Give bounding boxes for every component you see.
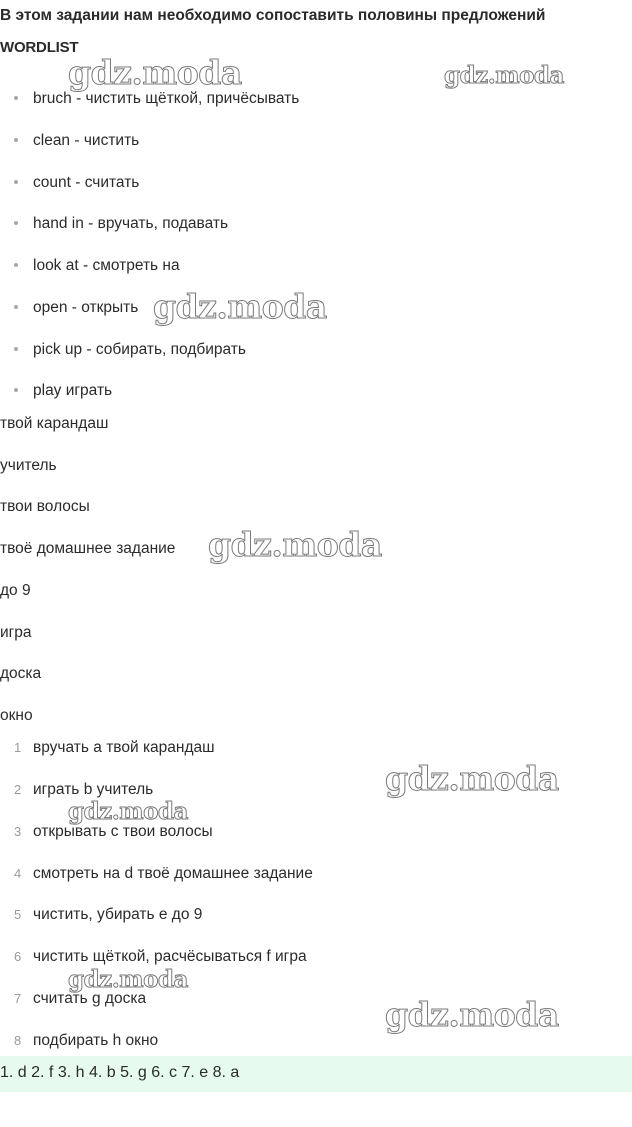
pair-number: 3: [14, 824, 22, 839]
wordlist-item: open - открыть: [14, 298, 138, 318]
pair-item: 8 подбирать h окно: [14, 1032, 159, 1049]
pair-number: 7: [14, 991, 22, 1006]
pair-item: 3 открывать c твои волосы: [14, 823, 213, 840]
wordlist-item: bruch - чистить щёткой, причёсывать: [14, 89, 299, 109]
bullet-icon: [14, 221, 18, 225]
translation-line: игра: [0, 624, 32, 641]
answer-box: [0, 1056, 632, 1092]
pair-number: 2: [14, 782, 22, 797]
pair-item: 7 считать g доска: [14, 990, 147, 1007]
pair-item: 4 смотреть на d твоё домашнее задание: [14, 865, 313, 882]
wordlist-item: pick up - собирать, подбирать: [14, 340, 246, 360]
translation-line: твоё домашнее задание: [0, 540, 176, 557]
task-intro: В этом задании нам необходимо сопоставить половины предложений: [0, 7, 546, 24]
bullet-icon: [14, 96, 18, 100]
watermark-logo: gdz.moda: [68, 53, 242, 92]
watermark-logo: gdz.moda: [444, 62, 564, 89]
pair-number: 4: [14, 866, 22, 881]
bullet-icon: [14, 388, 18, 392]
watermark-logo: gdz.moda: [68, 798, 188, 825]
bullet-icon: [14, 180, 18, 184]
wordlist-item: play играть: [14, 381, 112, 401]
translation-line: твои волосы: [0, 498, 90, 515]
answer-text: 1. d 2. f 3. h 4. b 5. g 6. c 7. e 8. a: [0, 1064, 240, 1081]
wordlist-item: hand in - вручать, подавать: [14, 214, 228, 234]
bullet-icon: [14, 347, 18, 351]
watermark-logo: gdz.moda: [385, 759, 559, 798]
translation-line: твой карандаш: [0, 415, 109, 432]
pair-item: 6 чистить щёткой, расчёсываться f игра: [14, 948, 307, 965]
translation-line: учитель: [0, 457, 57, 474]
pair-number: 5: [14, 907, 22, 922]
watermark-logo: gdz.moda: [153, 287, 327, 326]
pair-number: 1: [14, 740, 22, 755]
translation-line: окно: [0, 707, 33, 724]
wordlist-item: count - считать: [14, 173, 139, 193]
translation-line: до 9: [0, 582, 31, 599]
bullet-icon: [14, 263, 18, 267]
translation-line: доска: [0, 665, 42, 682]
watermark-logo: gdz.moda: [385, 995, 559, 1034]
bullet-icon: [14, 138, 18, 142]
wordlist-item: clean - чистить: [14, 131, 139, 151]
wordlist-heading: WORDLIST: [0, 39, 79, 56]
pair-item: 1 вручать a твой карандаш: [14, 739, 215, 756]
pair-item: 2 играть b учитель: [14, 781, 154, 798]
pair-number: 8: [14, 1033, 22, 1048]
pair-number: 6: [14, 949, 22, 964]
bullet-icon: [14, 305, 18, 309]
wordlist-item: look at - смотреть на: [14, 256, 180, 276]
pair-item: 5 чистить, убирать e до 9: [14, 906, 203, 923]
watermark-logo: gdz.moda: [208, 525, 382, 564]
watermark-logo: gdz.moda: [68, 966, 188, 993]
